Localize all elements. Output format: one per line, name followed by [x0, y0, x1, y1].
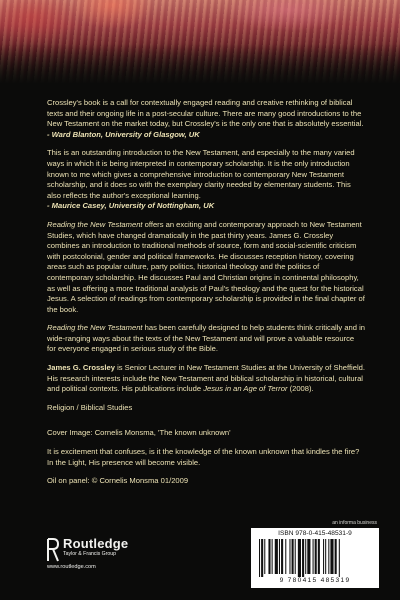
endorsement-attribution: - Maurice Casey, University of Nottingham, UK [47, 201, 215, 211]
author-bio [47, 363, 365, 395]
informa-tagline: an informa business [332, 520, 377, 526]
endorsement-2 [47, 148, 365, 212]
cover-painting-strip [0, 0, 400, 84]
subject-category: Religion / Biblical Studies [47, 402, 133, 412]
publication-title: Jesus in an Age of Terror [203, 384, 288, 394]
publisher-url: www.routledge.com [47, 564, 96, 570]
barcode-label [251, 528, 379, 588]
endorsement-quote: This is an outstanding introduction to the New Testament, and especially to the many varied ways in which it is being interpreted in contemporary scholarship. It is the only introduction known to me which gives a comprehensive introduction to contemporary New Testament scholarship, and it does so with the exemplary clarity needed by elementary students. This also reflects the author's exceptional learning. [47, 148, 355, 200]
barcode-block [251, 520, 379, 588]
routledge-r-icon [47, 538, 60, 562]
oil-on-panel-credit: Oil on panel: © Cornelis Monsma 01/2009 [47, 476, 189, 486]
publisher-group: Taylor & Francis Group [63, 551, 117, 557]
endorsement-attribution: - Ward Blanton, University of Glasgow, UK [47, 129, 200, 139]
publisher-name: Routledge [63, 536, 129, 551]
publication-year: (2008). [287, 384, 314, 394]
publisher-logo [47, 536, 167, 576]
description-text: has been carefully designed to help students think critically and in wide-ranging ways about the texts of the New Testament and will prove a valuable resource for everyone engaged in serious study of the Bible. [47, 323, 366, 354]
description-paragraph-1 [47, 220, 365, 315]
book-title: Reading the New Testament [47, 323, 143, 333]
barcode-icon [259, 539, 371, 577]
endorsement-1 [47, 98, 365, 140]
isbn-text: ISBN 978-0-415-48531-9 [278, 530, 352, 537]
cover-image-credit: Cover Image: Cornelis Monsma, 'The known unknown' [47, 428, 231, 438]
barcode-digits: 9 780415 485319 [279, 577, 351, 584]
endorsement-quote: Crossley's book is a call for contextually engaged reading and creative rethinking of biblical texts and their ongoing life in a post-secular culture. There are many good introductions to the New Testament on the market today, but Crossley's is the only one that is absolutely essential. [47, 98, 364, 129]
author-bio-text: is Senior Lecturer in New Testament Studies at the University of Sheffield. His research interests include the New Testament and biblical scholarship in historical, cultural and political contexts. His publications include [47, 363, 365, 394]
cover-poem: It is excitement that confuses, is it the knowledge of the known unknown that kindles the fire? In the Light, His presence will become visible. [47, 447, 360, 467]
back-cover-text [47, 98, 365, 495]
author-name: James G. Crossley [47, 363, 115, 373]
book-title: Reading the New Testament [47, 219, 143, 229]
description-paragraph-2 [47, 323, 365, 355]
description-text: offers an exciting and contemporary approach to New Testament Studies, which have changed dramatically in the past thirty years. James G. Crossley combines an introduction to traditional methods of source, form and social-scientific criticism with postcolonial, gender and political frameworks. He discusses reception history, covering areas such as popular culture, party politics, historical theology and the politics of contemporary scholarship. He discusses Paul and Christian origins in continental philosophy, as well as offering a more traditional analysis of Paul's theology and the quest for the historical Jesus. A selection of readings from contemporary scholarship is provided in the final chapter of the book. [47, 219, 365, 314]
